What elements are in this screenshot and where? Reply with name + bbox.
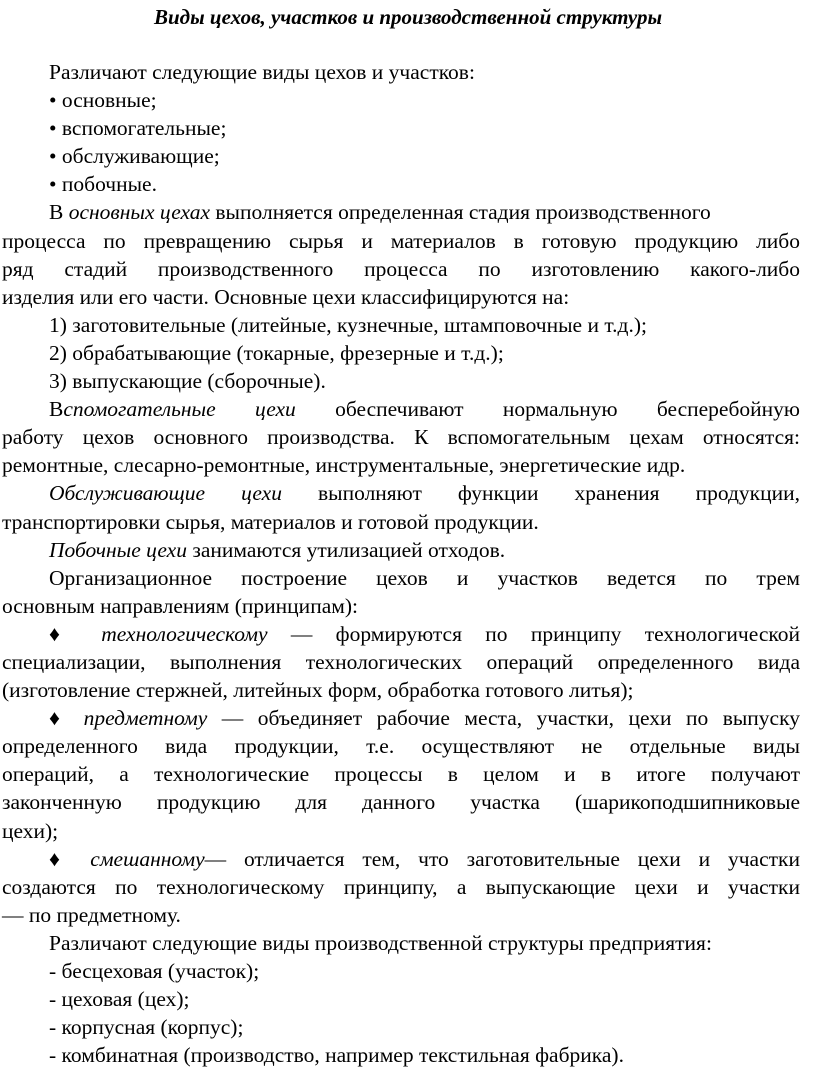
side-shops-term: Побочные цехи	[49, 537, 187, 562]
service-shops-term: Обслуживающие цехи	[49, 481, 282, 506]
org-line: основным направлениям (принципам):	[2, 593, 358, 618]
main-shops-line: В основных цехах выполняется определенная стадия производственного	[49, 200, 711, 225]
structure-intro: Различают следующие виды производственной структуры предприятия:	[49, 930, 712, 955]
aux-shops-line: работу цехов основного производства. К вспомогательным цехам относятся:	[2, 425, 800, 450]
subject-principle-line: цехи);	[2, 818, 59, 843]
list-item: 2) обрабатывающие (токарные, фрезерные и т.д.);	[49, 340, 504, 365]
tech-principle-line: ♦ технологическому — формируются по принципу технологической	[49, 621, 800, 646]
mixed-principle-line: создаются по технологическому принципу, а выпускающие цехи и участки	[2, 874, 800, 899]
list-item: • обслуживающие;	[49, 144, 220, 169]
main-shops-line: процесса по превращению сырья и материалов в готовую продукцию либо	[2, 228, 800, 253]
subject-principle-line: ♦ предметному — объединяет рабочие места, участки, цехи по выпуску	[49, 706, 800, 731]
main-shops-term: основных цехах	[68, 200, 211, 225]
service-shops-line: транспортировки сырья, материалов и готовой продукции.	[2, 509, 539, 534]
list-item: • побочные.	[49, 172, 157, 197]
main-shops-line: изделия или его части. Основные цехи классифицируются на:	[2, 284, 570, 309]
side-shops-line: Побочные цехи занимаются утилизацией отходов.	[49, 537, 506, 562]
list-item: • вспомогательные;	[49, 116, 227, 141]
list-item: 1) заготовительные (литейные, кузнечные, штамповочные и т.д.);	[49, 312, 647, 337]
diamond-bullet-icon: ♦	[49, 846, 91, 871]
subject-principle-line: законченную продукцию для данного участка (шарикоподшипниковые	[2, 790, 800, 815]
mixed-principle-term: смешанному	[90, 846, 205, 871]
list-item: • основные;	[49, 88, 157, 113]
aux-shops-line: ремонтные, слесарно-ремонтные, инструментальные, энергетические идр.	[2, 453, 686, 478]
subject-principle-term: предметному	[83, 706, 208, 731]
org-line: Организационное построение цехов и участков ведется по трем	[49, 565, 800, 590]
tech-principle-term: технологическому	[101, 621, 268, 646]
service-shops-line: Обслуживающие цехи выполняют функции хранения продукции,	[49, 481, 801, 506]
intro-paragraph: Различают следующие виды цехов и участков:	[49, 60, 475, 84]
aux-shops-line: Вспомогательные цехи обеспечивают нормальную бесперебойную	[49, 397, 800, 422]
tech-principle-line: специализации, выполнения технологических операций определенного вида	[2, 649, 800, 674]
diamond-bullet-icon: ♦	[49, 621, 102, 646]
diamond-bullet-icon: ♦	[49, 706, 84, 731]
document-body	[2, 58, 800, 1069]
aux-shops-term: спомогательные цехи	[63, 397, 296, 422]
page-title: Виды цехов, участков и производственной структуры	[153, 5, 663, 29]
mixed-principle-line: — по предметному.	[2, 902, 181, 927]
subject-principle-line: операций, а технологические процессы в целом и в итоге получают	[2, 762, 800, 787]
list-item: - корпусная (корпус);	[49, 1015, 244, 1040]
list-item: - бесцеховая (участок);	[49, 959, 260, 983]
list-item: - цеховая (цех);	[49, 987, 190, 1012]
mixed-principle-line: ♦ смешанному— отличается тем, что заготовительные цехи и участки	[49, 846, 800, 871]
subject-principle-line: определенного вида продукции, т.е. осуществляют не отдельные виды	[2, 734, 800, 759]
list-item: - комбинатная (производство, например текстильная фабрика).	[49, 1043, 624, 1068]
list-item: 3) выпускающие (сборочные).	[49, 369, 326, 394]
tech-principle-line: (изготовление стержней, литейных форм, обработка готового литья);	[2, 678, 634, 703]
main-shops-line: ряд стадий производственного процесса по изготовлению какого-либо	[2, 256, 800, 281]
